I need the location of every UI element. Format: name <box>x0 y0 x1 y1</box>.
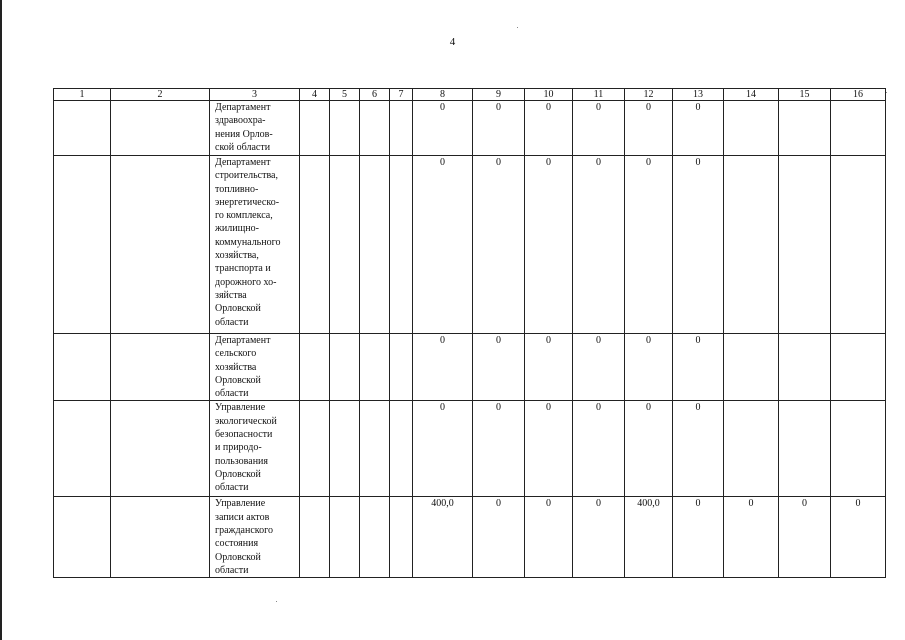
department-name-cell <box>210 101 300 156</box>
value-cell-col-16: 0 <box>831 497 886 578</box>
value-cell-col-9: 0 <box>473 401 525 497</box>
department-name-line: жилищно- <box>215 223 259 235</box>
column-header-1: 1 <box>54 89 111 101</box>
department-name-line: сельского <box>215 348 257 360</box>
value-cell-col-14 <box>724 156 779 334</box>
value-cell-col-8: 400,0 <box>413 497 473 578</box>
department-name-line: Орловской <box>215 468 261 480</box>
department-name-cell <box>210 334 300 401</box>
value-cell-col-15 <box>779 101 831 156</box>
value-cell-col-15 <box>779 401 831 497</box>
value-cell-col-12: 0 <box>625 401 673 497</box>
value-cell-col-5 <box>330 497 360 578</box>
value-cell-col-7 <box>390 101 413 156</box>
department-name-line: области <box>215 316 249 328</box>
value-cell-col-10: 0 <box>525 334 573 401</box>
page-left-edge <box>0 0 2 640</box>
value-cell-col-6 <box>360 497 390 578</box>
department-name-line: области <box>215 482 249 494</box>
value-cell-col-9: 0 <box>473 101 525 156</box>
value-cell-col-6 <box>360 156 390 334</box>
column-header-14: 14 <box>724 89 779 101</box>
cell-col-2 <box>111 156 210 334</box>
value-cell-col-4 <box>300 334 330 401</box>
cell-col-1 <box>54 334 111 401</box>
value-cell-col-5 <box>330 401 360 497</box>
value-cell-col-12: 400,0 <box>625 497 673 578</box>
value-cell-col-5 <box>330 101 360 156</box>
scan-speck <box>276 601 277 602</box>
table-header <box>54 89 886 101</box>
value-cell-col-4 <box>300 401 330 497</box>
value-cell-col-7 <box>390 334 413 401</box>
department-name-line: Орловской <box>215 374 261 386</box>
cell-col-2 <box>111 497 210 578</box>
department-name-line: Управление <box>215 402 266 414</box>
value-cell-col-8: 0 <box>413 156 473 334</box>
value-cell-col-16 <box>831 101 886 156</box>
cell-col-2 <box>111 101 210 156</box>
value-cell-col-6 <box>360 101 390 156</box>
value-cell-col-10: 0 <box>525 497 573 578</box>
value-cell-col-5 <box>330 334 360 401</box>
value-cell-col-12: 0 <box>625 156 673 334</box>
value-cell-col-6 <box>360 334 390 401</box>
value-cell-col-7 <box>390 156 413 334</box>
value-cell-col-13: 0 <box>673 334 724 401</box>
value-cell-col-16 <box>831 156 886 334</box>
department-name-line: здравоохра- <box>215 115 266 127</box>
department-name-cell <box>210 401 300 497</box>
value-cell-col-14 <box>724 101 779 156</box>
value-cell-col-4 <box>300 101 330 156</box>
department-name-line: нения Орлов- <box>215 128 273 140</box>
department-name-cell <box>210 156 300 334</box>
column-header-13: 13 <box>673 89 724 101</box>
value-cell-col-13: 0 <box>673 497 724 578</box>
department-name-line: транспорта и <box>215 263 271 275</box>
value-cell-col-5 <box>330 156 360 334</box>
value-cell-col-10: 0 <box>525 401 573 497</box>
department-name-line: области <box>215 388 249 400</box>
department-name-line: коммунального <box>215 236 281 248</box>
department-name-line: энергетическо- <box>215 196 280 208</box>
value-cell-col-7 <box>390 497 413 578</box>
column-header-2: 2 <box>111 89 210 101</box>
value-cell-col-16 <box>831 401 886 497</box>
value-cell-col-14 <box>724 401 779 497</box>
column-header-10: 10 <box>525 89 573 101</box>
value-cell-col-14: 0 <box>724 497 779 578</box>
department-name-line: строительства, <box>215 170 278 182</box>
value-cell-col-16 <box>831 334 886 401</box>
value-cell-col-9: 0 <box>473 497 525 578</box>
value-cell-col-13: 0 <box>673 156 724 334</box>
value-cell-col-10: 0 <box>525 156 573 334</box>
department-name-line: ской области <box>215 141 271 153</box>
header-row <box>54 89 886 101</box>
department-name-line: гражданского <box>215 525 273 537</box>
department-name-line: хозяйства, <box>215 250 259 262</box>
page-number: 4 <box>449 36 456 48</box>
table-row <box>54 101 886 156</box>
column-header-6: 6 <box>360 89 390 101</box>
value-cell-col-11: 0 <box>573 101 625 156</box>
department-name-line: и природо- <box>215 442 262 454</box>
department-name-line: хозяйства <box>215 361 257 373</box>
value-cell-col-8: 0 <box>413 334 473 401</box>
cell-col-1 <box>54 101 111 156</box>
department-name-line: Департамент <box>215 335 271 346</box>
column-header-3: 3 <box>210 89 300 101</box>
value-cell-col-12: 0 <box>625 101 673 156</box>
column-header-15: 15 <box>779 89 831 101</box>
department-name-line: экологической <box>215 415 277 427</box>
column-header-11: 11 <box>573 89 625 101</box>
budget-table <box>53 88 886 578</box>
department-name-line: Департамент <box>215 102 271 113</box>
column-header-4: 4 <box>300 89 330 101</box>
cell-col-2 <box>111 334 210 401</box>
table-body <box>54 101 886 578</box>
department-name-line: Орловской <box>215 551 261 563</box>
cell-col-1 <box>54 497 111 578</box>
column-header-12: 12 <box>625 89 673 101</box>
value-cell-col-4 <box>300 156 330 334</box>
value-cell-col-12: 0 <box>625 334 673 401</box>
cell-col-2 <box>111 401 210 497</box>
department-name-line: состояния <box>215 538 259 550</box>
value-cell-col-13: 0 <box>673 101 724 156</box>
department-name-line: го комплекса, <box>215 210 273 222</box>
cell-col-1 <box>54 401 111 497</box>
table-row <box>54 334 886 401</box>
value-cell-col-15 <box>779 334 831 401</box>
department-name-line: безопасности <box>215 429 273 441</box>
value-cell-col-8: 0 <box>413 401 473 497</box>
value-cell-col-15 <box>779 156 831 334</box>
table-row <box>54 156 886 334</box>
cell-col-1 <box>54 156 111 334</box>
department-name-line: Департамент <box>215 157 271 168</box>
table-row <box>54 497 886 578</box>
column-header-16: 16 <box>831 89 886 101</box>
value-cell-col-13: 0 <box>673 401 724 497</box>
value-cell-col-8: 0 <box>413 101 473 156</box>
value-cell-col-9: 0 <box>473 156 525 334</box>
department-name-line: пользования <box>215 455 268 467</box>
column-header-7: 7 <box>390 89 413 101</box>
department-name-line: Управление <box>215 498 266 510</box>
column-header-8: 8 <box>413 89 473 101</box>
department-name-line: зяйства <box>215 289 247 301</box>
department-name-line: области <box>215 564 249 576</box>
department-name-line: дорожного хо- <box>215 276 277 288</box>
value-cell-col-11: 0 <box>573 401 625 497</box>
table-row <box>54 401 886 497</box>
column-header-9: 9 <box>473 89 525 101</box>
value-cell-col-9: 0 <box>473 334 525 401</box>
department-name-line: топливно- <box>215 183 259 195</box>
department-name-line: записи актов <box>215 511 270 523</box>
value-cell-col-6 <box>360 401 390 497</box>
value-cell-col-10: 0 <box>525 101 573 156</box>
department-name-cell <box>210 497 300 578</box>
value-cell-col-7 <box>390 401 413 497</box>
department-name-line: Орловской <box>215 303 261 315</box>
value-cell-col-11: 0 <box>573 497 625 578</box>
value-cell-col-11: 0 <box>573 334 625 401</box>
value-cell-col-14 <box>724 334 779 401</box>
value-cell-col-11: 0 <box>573 156 625 334</box>
scan-speck <box>517 27 518 28</box>
value-cell-col-4 <box>300 497 330 578</box>
scan-speck <box>886 92 887 93</box>
value-cell-col-15: 0 <box>779 497 831 578</box>
column-header-5: 5 <box>330 89 360 101</box>
